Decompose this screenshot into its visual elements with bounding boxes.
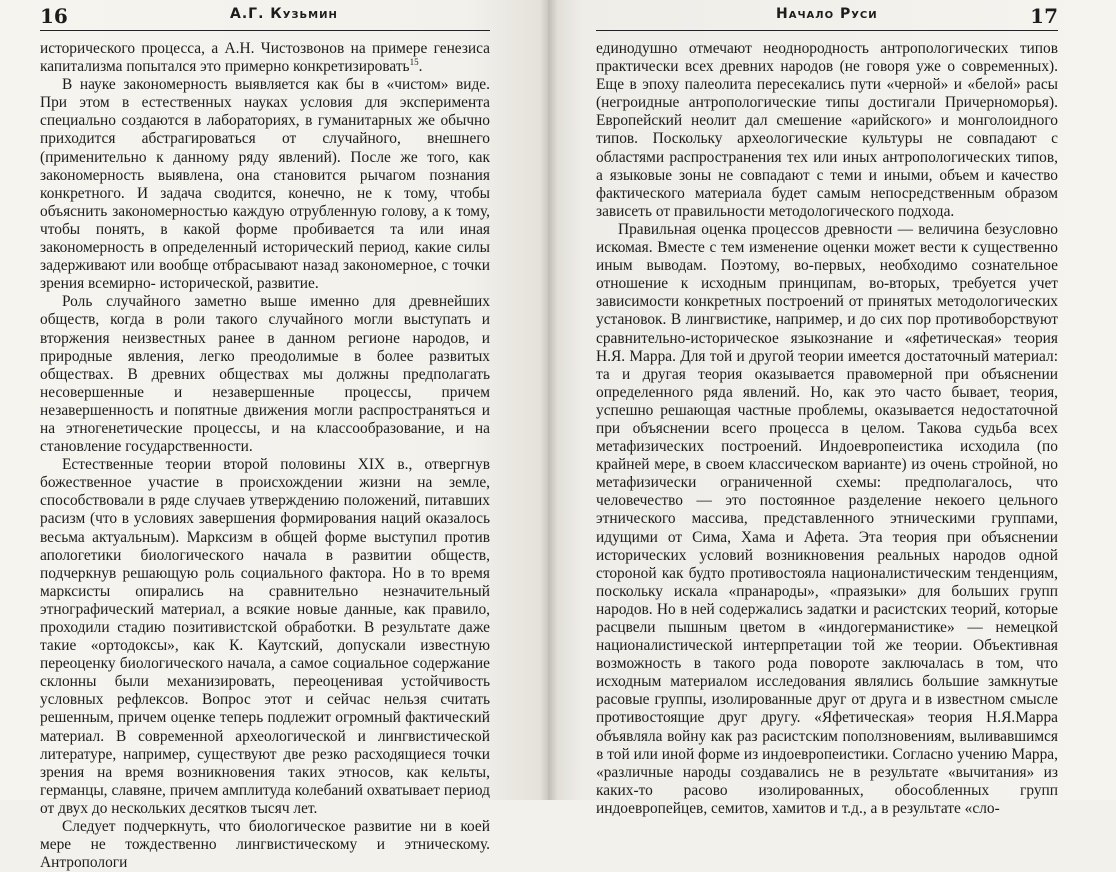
left-page — [0, 0, 548, 872]
footnote-marker: 15 — [409, 56, 419, 67]
right-page — [548, 0, 1116, 817]
paragraph: Правильная оценка процессов древности — величина безусловно искомая. Вместе с тем изменение оценки может вести к существенно иным выводам. Поэтому, во-первых, необходимо сознательное отношение к исходным принципам, во-вторых, требуется учет зависимости конкретных построений от принятых методологических установок. В лингвистике, например, и до сих пор противоборствуют сравнительно-историческое языкознание и «яфетическая» теория Н.Я. Марра. Для той и другой теории имеется достаточный материал: та и другая теория оказывается правомерной при объяснении определенного ряда явлений. Но, как это часто бывает, теория, успешно решающая частные проблемы, оказывается недостаточной при объяснении всего процесса в целом. Такова судьба всех метафизических построений. Индоевропеистика исходила (по крайней мере, в своем классическом варианте) из очень стройной, но метафизически ограниченной схемы: предполагалось, что человечество — это постоянное разделение некоего цельного этнического массива, представленного этническими группами, идущими от Сима, Хама и Афета. Эта теория при объяснении исторических условий возникновения реальных народов одной стороной как будто противостояла националистическим тенденциям, поскольку искала «пранароды», «праязыки» для больших групп народов. Но в ней содержались задатки и расистских теорий, которые расцвели пышным цветом в «индогерманистике» — немецкой националистической интерпретации той же теории. Объективная возможность в такого рода повороте заключалась в том, что исходным материалом исследования являлись большие замкнутые расовые группы, изолированные друг от друга и в известном смысле противостоящие друг другу. «Яфетическая» теория Н.Я.Марра объявляла войну как раз расистским поползновениям, выливавшимся в той или иной форме из индоевропеистики. Согласно учению Марра, «различные народы создавались не в результате «вычитания» из каких-то расово изолированных, обособленных групп индоевропейцев, семитов, хамитов и т.д., а в результате «сло- — [596, 220, 1058, 817]
paragraph-text: исторического процесса, а А.Н. Чистозвонов на примере генезиса капитализма попытался это примерно конкретизировать — [40, 40, 490, 76]
paragraph — [40, 40, 490, 76]
paragraph: Следует подчеркнуть, что биологическое развитие ни в коей мере не тождественно лингвистическому и этническому. Антропологи — [40, 818, 490, 872]
left-page-header — [40, 2, 490, 31]
paragraph: Естественные теории второй половины XIX в., отвергнув божественное участие в происхождении жизни на земле, способствовали в ряде случаев утверждению положений, питавших расизм (что в условиях завершения формирования наций оказалось весьма актуальным). Марксизм в общей форме выступил против апологетики биологического начала в развитии обществ, подчеркнув решающую роль социального фактора. Но в то время марксисты опирались на сравнительно незначительный этнографический материал, а всякие новые данные, как правило, проходили стадию позитивистской обработки. В результате даже такие «ортодоксы», как К. Каутский, допускали известную переоценку биологического начала, а самое социальное содержание склонны были механизировать, переоценивая устойчивость условных рефлексов. Вопрос этот и сейчас нельзя считать решенным, причем оценке теперь подлежит огромный фактический материал. В современной археологической и лингвистической литературе, например, существуют две резко расходящиеся точки зрения на время возникновения таких этносов, как кельты, германцы, славяне, причем амплитуда колебаний охватывает период от двух до нескольких десятков тысяч лет. — [40, 456, 490, 817]
right-page-body — [596, 40, 1058, 818]
page-number-left: 16 — [40, 4, 68, 28]
right-page-header — [596, 2, 1058, 31]
paragraph-end: . — [418, 58, 423, 76]
book-gutter — [540, 0, 558, 800]
paragraph: единодушно отмечают неоднородность антропологических типов практически всех древних народов (не говоря уже о современных). Еще в эпоху палеолита пересекались пути «черной» и «белой» расы (негроидные антропологические типы достигали Причерноморья). Европейский неолит дал смешение «арийского» и монголоидного типов. Поскольку археологические культуры не совпадают с областями распространения тех или иных антропологических типов, а языковые зоны не совпадают с теми и иными, объем и качество фактического материала будет самым непосредственным образом зависеть от правильности методологического подхода. — [596, 40, 1058, 220]
running-title-book: Начало Руси — [776, 6, 878, 22]
left-page-body — [40, 40, 490, 872]
running-title-author: А.Г. Кузьмин — [230, 6, 338, 22]
paragraph: В науке закономерность выявляется как бы в «чистом» виде. При этом в естественных науках условия для эксперимента специально создаются в лабораториях, в гуманитарных же обычно приходится абстрагироваться от случайного, внешнего (применительно к данному ряду явлений). После же того, как закономерность выявлена, она становится рычагом познания конкретного. И задача сводится, конечно, не к тому, чтобы объяснить закономерностью каждую отрубленную голову, а к тому, чтобы понять, в какой форме пробивается та или иная закономерность в определенный исторический период, какие силы задерживают или вообще отбрасывают назад закономерное, с точки зрения всемирно- исторической, развитие. — [40, 76, 490, 293]
page-number-right: 17 — [1030, 4, 1058, 28]
paragraph: Роль случайного заметно выше именно для древнейших обществ, когда в роли такого случайного могли выступать и вторжения неизвестных ранее в данном регионе народов, и природные явления, легко преодолимые в более развитых обществах. В древних обществах мы должны предполагать несовершенные и незавершенные процессы, причем незавершенность и попятные движения могли распространяться и на этногенетические процессы, и на классообразование, и на становление государственности. — [40, 293, 490, 456]
